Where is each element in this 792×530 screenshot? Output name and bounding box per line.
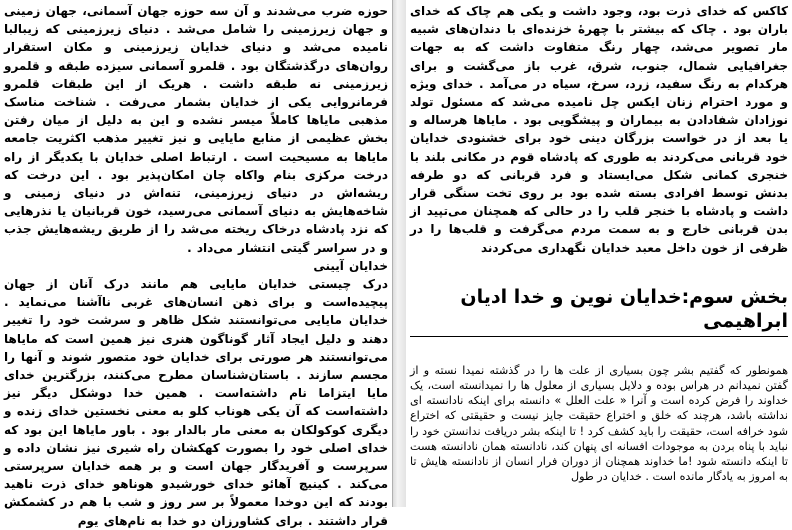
left-subheading: خدایان آیینی xyxy=(313,258,388,273)
right-page xyxy=(406,0,792,507)
right-paragraph-2: همونطور که گفتیم بشر چون بسیاری از علت ها را در گذشته نمیدا نسته و از گفتن نمیدانم در هراس بوده و دلایل بسیاری از معلول ها را نمیدانسته است، یک خداوند را فرض کرده است و آنرا « علت العلل » دانسته برای اینکه نادانسته ای نداشته باشد، هرچند که خلق و اختراع حقیقت جایز نیست و حقیقتی که اختراع شود خرافه است، حقیقت را باید کشف کرد ! تا اینکه بشر دریافت ندانستن خود را نباید با پناه بردن به موجودات افسانه ای پنهان کند، نادانسته همان نادانسته هست تا اینکه دانسته شود !ما خداوند همچنان از دوران فرار انسان از نادانسته هایش تا به امروز به یادگار مانده است . خدایان در طول xyxy=(410,363,788,484)
left-page xyxy=(0,0,392,528)
page-divider xyxy=(392,0,393,507)
right-paragraph-1: کاکس که خدای ذرت بود، وجود داشت و یکی هم چاک که خدای باران بود . چاک که بیشتر با چهرهٔ خزنده‌ای با دندان‌های شبیه مار تصویر می‌شد، چهار رنگ متفاوت داشت که به جهات جغرافیایی شمال، جنوب، شرق، غرب باز می‌گشت و برای هرکدام به رنگ سفید، زرد، سرخ، سیاه در می‌آمد . خدای ویژه و مورد احترام زنان ایکس چل نامیده می‌شد که مسئول تولد نوزادان شفادادن به بیماران و پیشگویی بود . مایاها هرساله و یا بعد از در خواست بزرگان دینی خود برای خشنودی خدایان خود قربانی می‌کردند به طوری که پادشاه قوم در مکانی بلند با خنجری کمانی شکل می‌ایستاد و فرد قربانی که دو طرفه بدنش توسط افرادی بسته شده بود بر روی تخت سنگی قرار داشت و پادشاه با خنجر قلب را در حالی که همچنان می‌تپید از بدن قربانی خارج و به سمت مردم می‌گرفت و قلب‌ها را در ظرفی از خون داخل معبد خدایان نگهداری می‌کردند xyxy=(410,4,788,255)
book-gutter xyxy=(392,0,406,507)
left-paragraph-1: حوزه ضرب می‌شدند و آن سه حوزه جهان آسمانی، جهان زمینی و جهان زیرزمینی را شامل می‌شد . دنیای زیرزمینی که زیبالبا نامیده می‌شد و دنیای خدایان زیرزمینی و مکان استقرار روان‌های درگذشتگان بود . قلمرو آسمانی سیزده طبقه و قلمرو زیرزمینی نه طبقه داشت . هریک از این طبقات قلمرو فرمانروایی یکی از خدایان بشمار می‌رفت . شناخت مناسک مذهبی مایاها کاملاً میسر نشده و این به دلیل از میان رفتن بخش عظیمی از منابع مایایی و نیز تغییر مذهب اکثریت جامعه مایاها به مسیحیت است . ارتباط اصلی خدایان با یکدیگر از راه درخت مرکزی بنام واکاه چان امکان‌پذیر بود . این درخت که ریشه‌اش در دنیای زیرزمینی، تنه‌اش در دنیای زمینی و شاخه‌هایش به دنیای آسمانی می‌رسید، خون قربانیان یا نذرهایی که نزد پادشاه درخاک ریخته می‌شد را از طریق ریشه‌هایش جذب و در سراسر گیتی انتشار می‌داد . xyxy=(4,4,388,255)
left-paragraph-2: درک چیستی خدایان مایایی هم مانند درک آنان از جهان پیچیده‌است و برای ذهن انسان‌های غربی ناآشنا می‌نماید . خدایان مایایی می‌توانستند شکل ظاهر و سرشت خود را تغییر دهند و دلیل ایجاد آثار گوناگون هنری نیز همین است که مایاها می‌توانستند هر صورتی برای خدایان خود متصور شوند و آنها را مجسم سازند . باستان‌شناسان مطرح می‌کنند، بزرگترین خدای مایا ایتزاما نام داشته‌است . همین خدا دوشکل دیگر نیز داشته‌است که آن یکی هوناب کلو به معنی نخستین خدای زنده و دیگری کوکولکان به معنی مار بالدار بود . باور مایاها این بود که خدای اصلی خود را بصورت کهکشان راه شیری نیز نشان داده و سرپرست و آفریدگار جهان است و بر همه خدایان سرپرستی می‌کند . کینیچ آهائو خدای خورشیدو هوناهو خدای ذرت ناهید بودند که این دوخدا معمولاً بر سر روز و شب با هم در کشمکش قرار داشتند . برای کشاورزان دو خدا به نام‌های یوم xyxy=(4,277,388,528)
section-heading: بخش سوم:خدایان نوین و خدا ادیان ابراهیمی xyxy=(410,285,788,337)
